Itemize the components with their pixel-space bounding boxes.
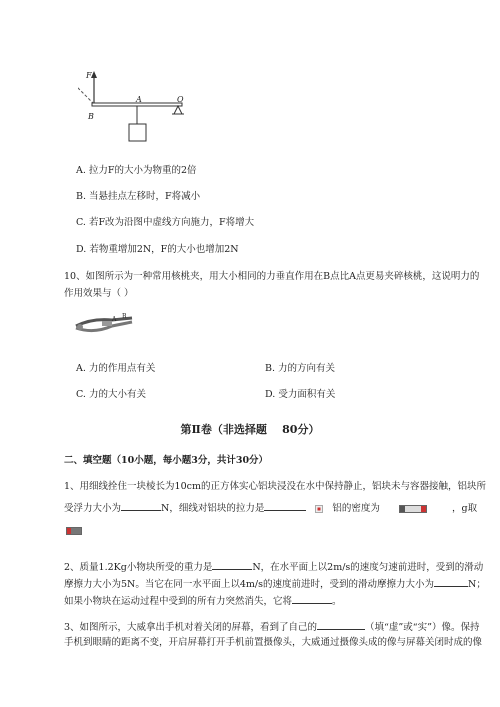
fill2-line1 [64,559,483,574]
q10-option-a: A. 力的作用点有关 [76,363,156,374]
fill1-line1: 1、用细线拴住一块棱长为10cm的正方体实心铝块浸没在水中保持静止，铝块未与容器接触，铝块所 [64,481,486,492]
q10-stem-line2: 作用效果与（ ） [64,288,134,299]
fill1-text-c: 铝的密度为 [332,503,380,514]
label-o: O [177,95,184,104]
q9-option-a: A. 拉力F的大小为物重的2倍 [76,165,197,176]
fill2-text-a: 2、质量1.2Kg小物块所受的重力是 [64,562,213,573]
fill3-blank-1[interactable] [317,619,365,630]
fill2-blank-1[interactable] [212,559,252,570]
fill1-text-d: ，g取 [451,503,478,514]
fill1-text-b: N，细线对铝块的拉力是 [161,503,265,514]
fill2-text-d: N； [468,579,486,590]
nutcracker-diagram [72,312,138,342]
fill3-text-b: （填“虚”或“实”）像。保持 [365,622,480,633]
label-a: A [136,95,142,104]
fill2-line3 [64,593,342,608]
fill1-blank-2[interactable] [264,500,306,511]
fill3-line2: 手机到眼睛的距离不变，开启屏幕打开手机前置摄像头，大威通过摄像头成的像与屏幕关闭时成的像 [64,637,483,648]
fill2-text-f: 。 [332,596,342,607]
q10-stem-line1: 10、如图所示为一种常用核桃夹，用大小相同的力垂直作用在B点比A点更易夹碎核桃，这说明力的 [64,271,480,282]
label-f: F [86,71,92,80]
fill1-line2 [64,500,477,515]
lever-diagram [78,68,200,150]
section-title: 第Ⅱ卷（非选择题 80分） [180,423,320,436]
fill3-text-a: 3、如图所示，大威拿出手机对着关闭的屏幕，看到了自己的 [64,622,318,633]
fill2-text-c: 摩擦力大小为5N。当它在同一水平面上以4m/s的速度前进时，受到的滑动摩擦力大小为 [64,579,434,590]
nutcracker-label-b: B [122,313,127,320]
section-heading: 二、填空题（10小题，每小题3分，共计30分） [64,455,269,466]
fill3-line1 [64,619,479,634]
formula-image-1 [315,505,323,513]
formula-image-2 [399,505,427,513]
nutcracker-label-a: A [112,316,117,323]
q10-option-d: D. 受力面积有关 [265,389,336,400]
q10-option-c: C. 力的大小有关 [76,389,146,400]
label-b: B [88,112,94,121]
weight-block [129,124,146,141]
fill2-blank-2[interactable] [434,576,468,587]
fill1-blank-1[interactable] [121,500,161,511]
nutcracker-grip [102,321,112,326]
dashed-force-line [78,84,94,104]
formula-image-3 [66,527,82,535]
fill1-text-a: 受浮力大小为 [64,503,122,514]
fill2-blank-3[interactable] [292,593,332,604]
fill2-line2 [64,576,486,591]
q9-option-b: B. 当悬挂点左移时，F将减小 [76,191,201,202]
fulcrum [174,106,182,114]
q9-option-c: C. 若F改为沿图中虚线方向施力，F将增大 [76,217,255,228]
q9-option-d: D. 若物重增加2N，F的大小也增加2N [76,244,239,255]
fill2-text-b: N，在水平面上以2m/s的速度匀速前进时，受到的滑动 [252,562,484,573]
q10-option-b: B. 力的方向有关 [265,363,336,374]
fill2-text-e: 如果小物块在运动过程中受到的所有力突然消失，它将 [64,596,293,607]
nutcracker-hinge [77,324,83,330]
